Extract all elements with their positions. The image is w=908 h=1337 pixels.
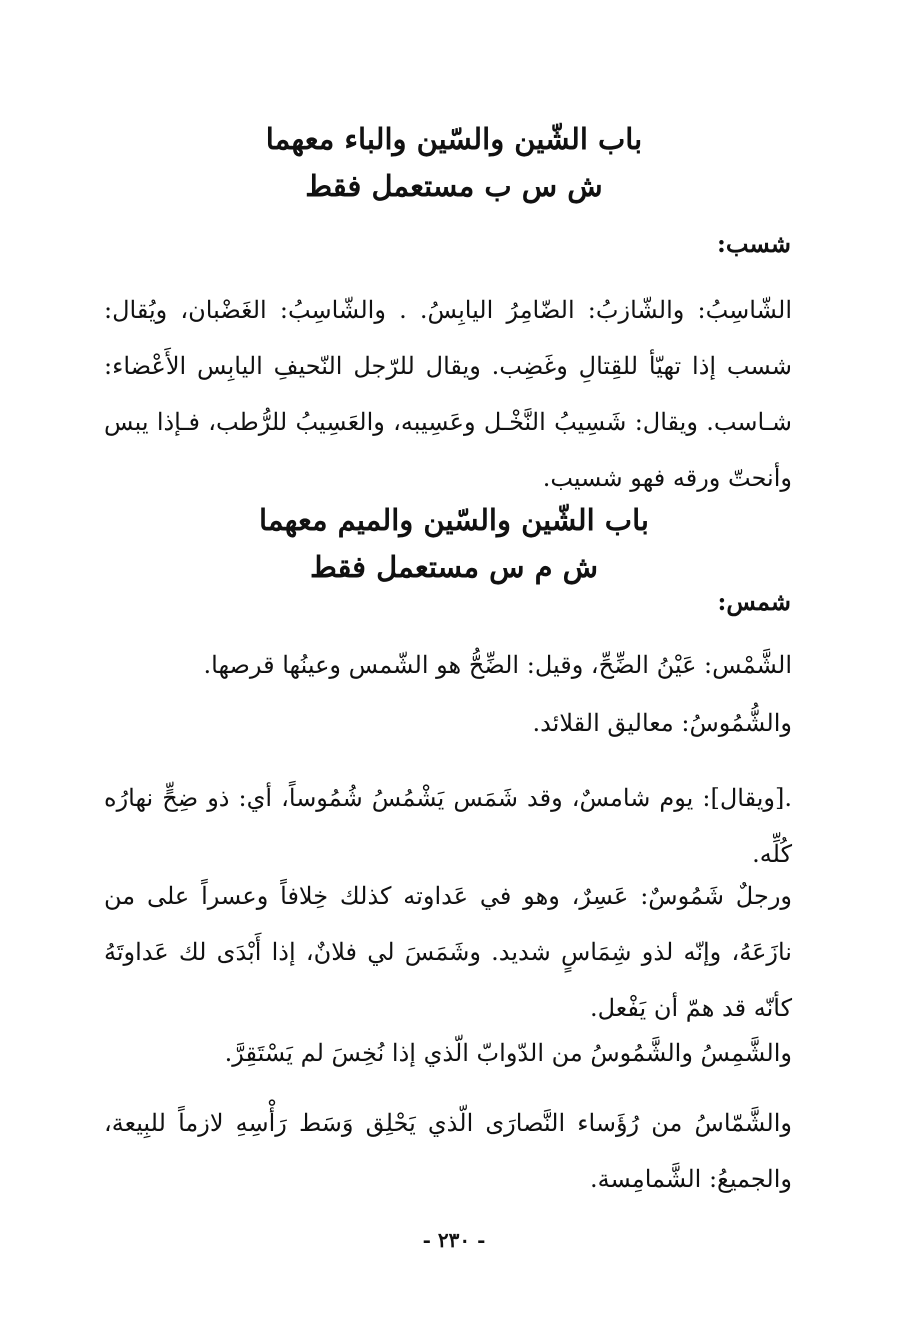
section-title-shin-sin-mim: باب الشّين والسّين والميم معهما <box>259 503 649 537</box>
page-number: - ٢٣٠ - <box>422 1228 486 1252</box>
paragraph-shammas-deacon: والشَّمّاسُ من رُؤَساء النَّصارَى الّذي يَحْلِق وَسَط رَأْسِهِ لازماً للبِيعة، والجميعُ: الشَّمامِسة. <box>104 1109 792 1193</box>
paragraph-shumus-necklace: والشُّمُوسُ: معاليق القلائد. <box>532 709 792 737</box>
entry-heading-shasab: شسب: <box>717 229 791 258</box>
section-title-shin-sin-ba: باب الشّين والسّين والباء معهما <box>265 122 643 156</box>
paragraph-rajul-shamus: ورجلٌ شَمُوسٌ: عَسِرٌ، وهو في عَداوته كذلك خِلافاً وعسراً على من نازَعَهُ، وإنّه لذو شِمَاسٍ شديد. وشَمَسَ لي فلانٌ، إذا أَبْدَى لك عَداوتَهُ كأنّه قد همّ أن يَفْعل. <box>104 882 792 1022</box>
paragraph-shamis-animals: والشَّمِسُ والشَّمُوسُ من الدّوابّ الّذي إذا نُخِسَ لم يَسْتَقِرَّ. <box>224 1039 792 1067</box>
entry-heading-shams: شمس: <box>717 587 791 616</box>
paragraph-yawm-shamis: .[ويقال]: يوم شامسٌ، وقد شَمَس يَشْمُسُ شُمُوساً، أي: ذو ضِحٍّ نهارُه كُلِّه. <box>104 784 792 868</box>
section-subtitle-shin-mim-sin: ش م س مستعمل فقط <box>309 550 599 584</box>
section-subtitle-shin-sin-ba: ش س ب مستعمل فقط <box>305 169 603 203</box>
paragraph-shasab-definition: الشّاسِبُ: والشّازبُ: الضّامِرُ اليابِسُ. . والشّاسِبُ: الغَضْبان، ويُقال: شسب إذا تهيّأ للقِتالِ وغَضِب. ويقال للرّجل النّحيفِ اليابِس الأَعْضاء: شـاسب. ويقال: شَسِيبُ النَّخْـل وعَسِيبه، والعَسِيبُ للرُّطب، فـإذا يبس وأنحتّ ورقه فهو شسيب. <box>104 296 792 492</box>
paragraph-shams-sun: الشَّمْس: عَيْنُ الضِّحِّ، وقيل: الضِّحُّ هو الشّمس وعينُها قرصها. <box>203 651 792 679</box>
